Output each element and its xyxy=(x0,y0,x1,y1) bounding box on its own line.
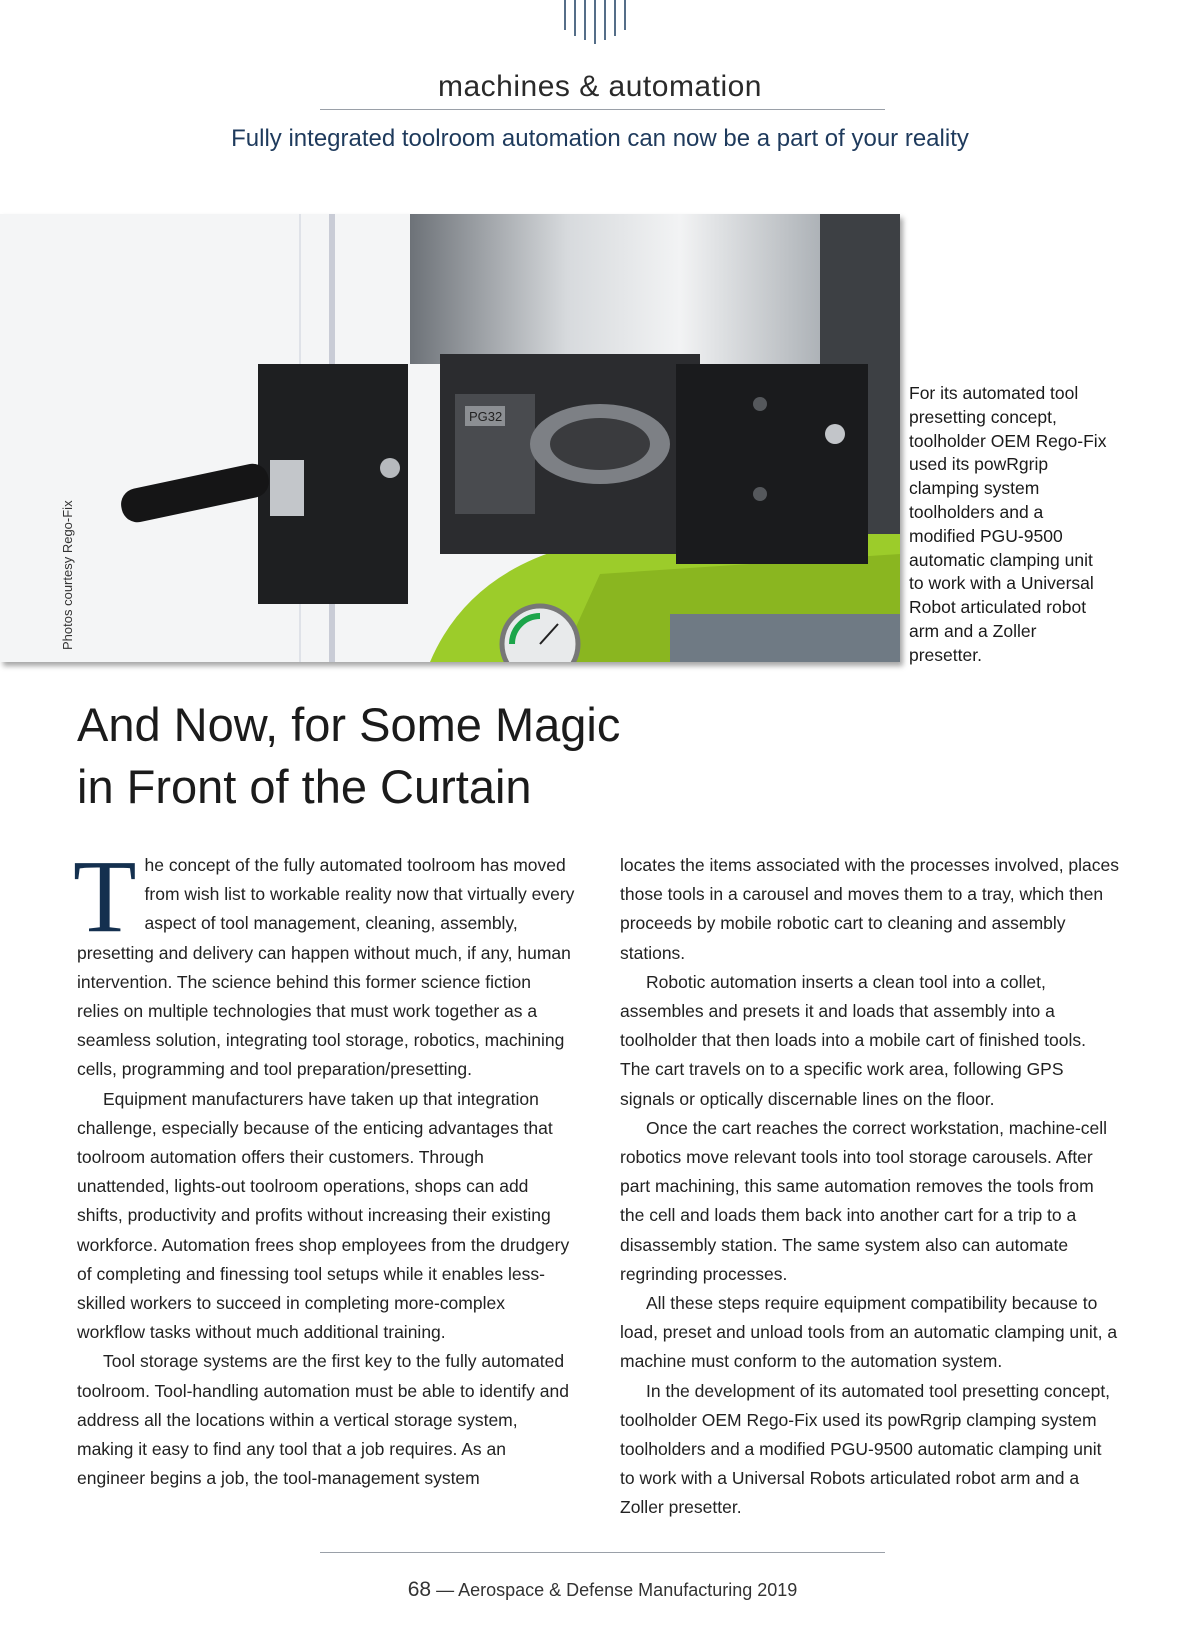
footer-dash: — xyxy=(436,1580,455,1600)
paragraph: Once the cart reaches the correct workstation, machine-cell robotics move relevant tools into tool storage carousels. After part machining, this same automation removes the tools from the cell and loads them back into another cart for a trip to a disassembly station. The same system also can automate regrinding processes. xyxy=(620,1117,1108,1284)
section-title: machines & automation xyxy=(437,70,762,103)
paragraph: locates the items associated with the processes involved, places those tools in a carousel and moves them to a tray, which then proceeds by mobile robotic cart to cleaning and assembly stations. xyxy=(620,855,1120,963)
machine-photo xyxy=(0,214,900,662)
headline-line-2: in Front of the Curtain xyxy=(77,760,532,813)
page-number: 68 xyxy=(407,1578,432,1601)
article-deck: Fully integrated toolroom automation can now be a part of your reality xyxy=(231,125,969,152)
photo-credit: Photos courtesy Rego-Fix xyxy=(60,500,75,650)
publication-name: Aerospace & Defense Manufacturing 2019 xyxy=(458,1580,798,1600)
paragraph xyxy=(73,839,577,1085)
body-column-right xyxy=(620,851,1120,1523)
decorative-lines-icon xyxy=(561,0,641,46)
photo-caption: For its automated tool presetting concept, toolholder OEM Rego-Fix used its powRgrip clamping system toolholders and a modified PGU-9500 automatic clamping unit to work with a Universal Robot articulated robot arm and a Zoller presetter. xyxy=(909,383,1107,665)
paragraph-text: he concept of the fully automated toolroom has moved from wish list to workable reality now that virtually every aspect of tool management, cleaning, assembly, presetting and delivery can happen without much, if any, human intervention. The science behind this former science fiction relies on multiple technologies that must work together as a seamless solution, integrating tool storage, robotics, machining cells, programming and tool preparation/presetting. xyxy=(77,855,575,1080)
paragraph: All these steps require equipment compatibility because to load, preset and unload tools from an automatic clamping unit, a machine must conform to the automation system. xyxy=(620,1293,1118,1372)
header-divider xyxy=(320,109,885,110)
page-footer xyxy=(320,1578,885,1602)
paragraph: Equipment manufacturers have taken up that integration challenge, especially because of the enticing advantages that toolroom automation offers their customers. Through unattended, lights-out toolroom operations, shops can add shifts, productivity and profits without increasing their existing workforce. Automation frees shop employees from the drudgery of completing and finessing tool setups while it enables less-skilled workers to succeed in completing more-complex workflow tasks without much additional training. xyxy=(77,1088,570,1343)
article-headline xyxy=(77,694,877,818)
paragraph: Tool storage systems are the first key to the fully automated toolroom. Tool-handling automation must be able to identify and address all the locations within a vertical storage system, making it easy to find any tool that a job requires. As an engineer begins a job, the tool-management system xyxy=(77,1351,569,1489)
drop-cap: T xyxy=(73,839,137,954)
body-column-left xyxy=(73,839,577,1493)
headline-line-1: And Now, for Some Magic xyxy=(77,698,621,751)
footer-divider xyxy=(320,1552,885,1553)
paragraph: Robotic automation inserts a clean tool into a collet, assembles and presets it and loads that assembly into a toolholder that then loads into a mobile cart of finished tools. The cart travels on to a specific work area, following GPS signals or optically discernable lines on the floor. xyxy=(620,971,1086,1109)
label-plate: PG32 xyxy=(469,409,503,424)
paragraph: In the development of its automated tool presetting concept, toolholder OEM Rego-Fix used its powRgrip clamping system toolholders and a modified PGU-9500 automatic clamping unit to work with a Universal Robots articulated robot arm and a Zoller presetter. xyxy=(620,1380,1111,1518)
